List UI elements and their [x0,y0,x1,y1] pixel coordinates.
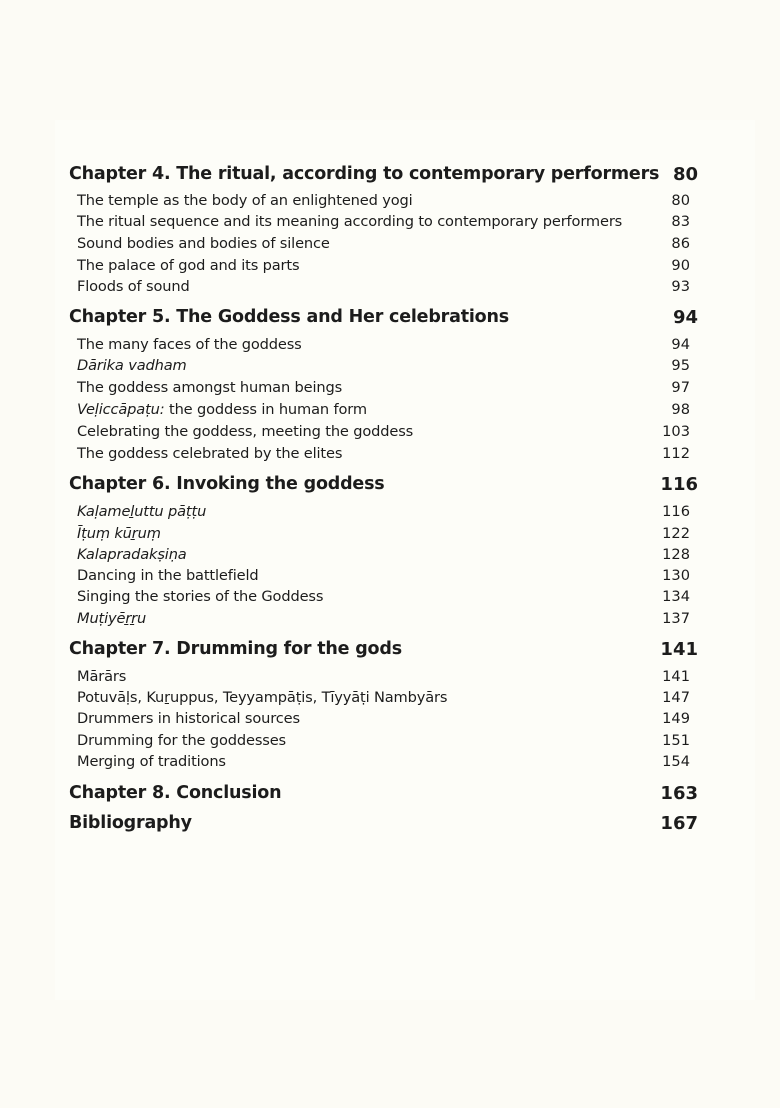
toc-entry-row [0,401,780,425]
toc-chapter-row [0,783,780,807]
toc-chapter-row [0,307,780,331]
entry-title: Dancing in the battlefield [77,567,259,584]
page-number: 95 [671,357,690,374]
chapter-title: Chapter 4. The ritual, according to contemporary performers [69,164,660,184]
toc-chapter-row [0,813,780,837]
page-number: 116 [660,474,698,495]
toc-entry-row [0,503,780,527]
chapter-title: Chapter 5. The Goddess and Her celebrations [69,307,509,327]
page-number: 97 [671,379,690,396]
toc-entry-row [0,588,780,612]
page-number: 112 [662,445,690,462]
page-number: 141 [660,639,698,660]
entry-title: Īṭuṃ kūṟuṃ [77,525,161,542]
toc-entry-row [0,357,780,381]
page-number: 154 [662,753,690,770]
entry-title: The goddess amongst human beings [77,379,343,396]
entry-title [77,401,367,418]
entry-title: Dārika vadham [77,357,187,374]
entry-title: Muṭiyēṟṟu [77,610,147,627]
page-number: 134 [662,588,690,605]
toc-entry-row [0,710,780,734]
toc-entry-row [0,379,780,403]
toc-entry-row [0,423,780,447]
toc-entry-row [0,445,780,469]
page-number: 149 [662,710,690,727]
toc-chapter-row [0,639,780,663]
chapter-title: Chapter 7. Drumming for the gods [69,639,402,659]
page-number: 163 [660,783,698,804]
page-number: 122 [662,525,690,542]
entry-title: Drumming for the goddesses [77,732,287,749]
page-number: 98 [671,401,690,418]
page-number: 151 [662,732,690,749]
entry-title: The ritual sequence and its meaning according to contemporary performers [77,213,623,230]
toc-entry-row [0,753,780,777]
entry-title: Drummers in historical sources [77,710,300,727]
page-number: 94 [672,307,698,328]
entry-title: The many faces of the goddess [77,336,302,353]
entry-title: The temple as the body of an enlightened yogi [77,192,413,209]
toc-entry-row [0,610,780,634]
toc-entry-row [0,213,780,237]
entry-title: Potuvāḷs, Kuṟuppus, Teyyampāṭis, Tīyyāṭi Nambyārs [77,689,448,706]
entry-title-italic: Veḷiccāpaṭu: [77,401,165,418]
page-number: 94 [671,336,690,353]
page-number: 86 [671,235,690,252]
page-number: 90 [671,257,690,274]
entry-title-rest: the goddess in human form [164,401,367,418]
toc-entry-row [0,278,780,302]
entry-title: Floods of sound [77,278,190,295]
page-number: 103 [662,423,690,440]
page-number: 116 [662,503,690,520]
page-number: 147 [662,689,690,706]
page-number: 83 [671,213,690,230]
entry-title: Kalapradakṣiṇa [77,546,187,563]
entry-title: Kaḷameḻuttu pāṭṭu [77,503,207,520]
page-number: 141 [662,668,690,685]
entry-title: Singing the stories of the Goddess [77,588,324,605]
toc-chapter-row [0,474,780,498]
page-number: 80 [671,192,690,209]
page-number: 167 [660,813,698,834]
entry-title: Celebrating the goddess, meeting the goddess [77,423,414,440]
page-number: 93 [671,278,690,295]
entry-title: Mārārs [77,668,127,685]
toc-chapter-row [0,164,780,188]
page-number: 128 [662,546,690,563]
chapter-title: Chapter 6. Invoking the goddess [69,474,385,494]
chapter-title: Bibliography [69,813,192,833]
entry-title: Merging of traditions [77,753,226,770]
toc-entry-row [0,235,780,259]
entry-title: The palace of god and its parts [77,257,300,274]
entry-title: Sound bodies and bodies of silence [77,235,330,252]
entry-title: The goddess celebrated by the elites [77,445,343,462]
page-number: 130 [662,567,690,584]
page-number: 137 [662,610,690,627]
chapter-title: Chapter 8. Conclusion [69,783,282,803]
page-number: 80 [672,164,698,185]
